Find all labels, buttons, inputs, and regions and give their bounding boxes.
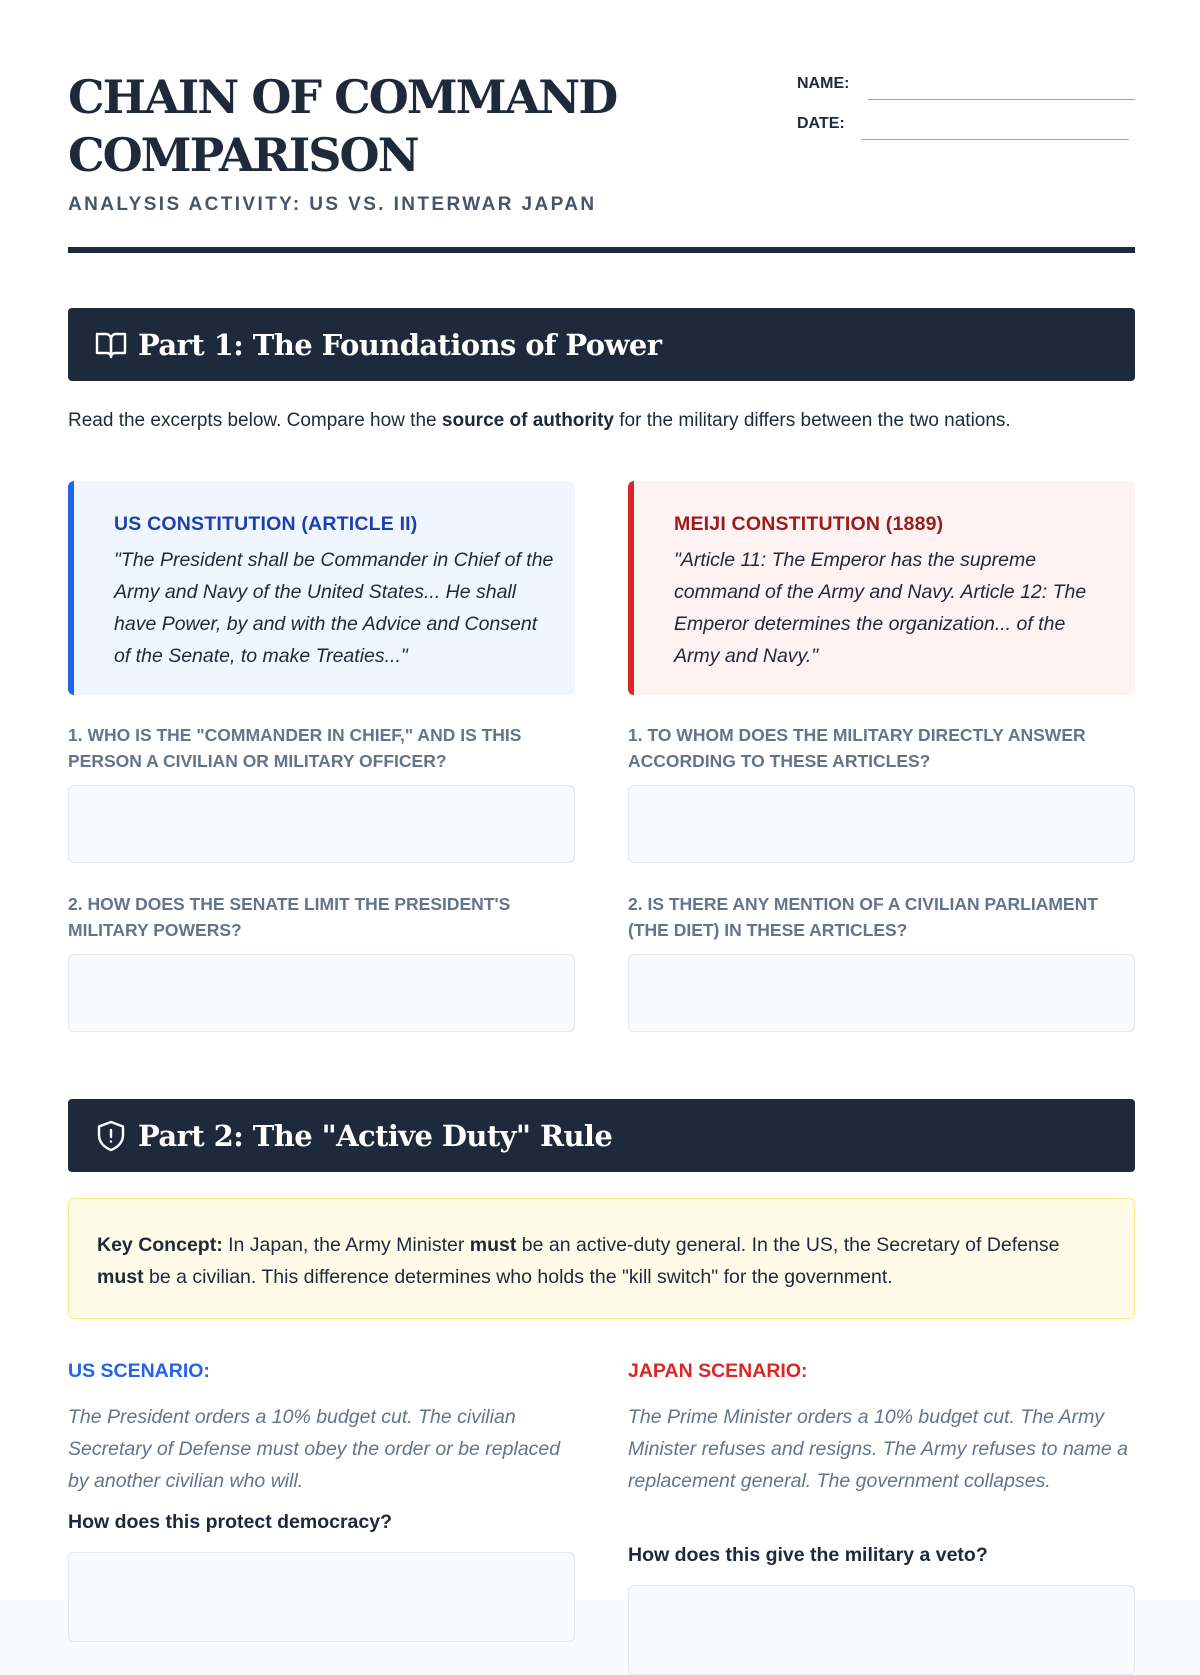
japan-scenario-title: JAPAN SCENARIO: xyxy=(628,1360,808,1382)
part1-header xyxy=(68,308,1135,381)
page-subtitle: ANALYSIS ACTIVITY: US VS. INTERWAR JAPAN xyxy=(68,194,597,215)
title-line-1: CHAIN OF COMMAND xyxy=(68,70,617,124)
key-concept-label: Key Concept: xyxy=(97,1234,223,1256)
us-card-quote: "The President shall be Commander in Chief of the Army and Navy of the United States... He shall have Power, by and with the Advice and Consent of the Senate, to make Treaties..." xyxy=(114,549,554,667)
intro-text-end: for the military differs between the two nations. xyxy=(613,410,1011,431)
us-scenario-answer[interactable] xyxy=(68,1552,575,1642)
meiji-constitution-card xyxy=(628,481,1135,695)
intro-emphasis: source of authority xyxy=(441,410,614,431)
date-field[interactable] xyxy=(862,139,1129,140)
concept-text-1: In Japan, the Army Minister xyxy=(222,1234,470,1256)
header-divider xyxy=(68,247,1135,253)
part2-heading: Part 2: The "Active Duty" Rule xyxy=(138,1118,613,1153)
japan-card-title: MEIJI CONSTITUTION (1889) xyxy=(674,513,944,535)
concept-text-3: be a civilian. This difference determines who holds the "kill switch" for the government. xyxy=(143,1266,893,1288)
name-label: NAME: xyxy=(797,75,850,92)
japan-question-1: 1. TO WHOM DOES THE MILITARY DIRECTLY ANSWER ACCORDING TO THESE ARTICLES? xyxy=(628,725,1086,771)
name-field[interactable] xyxy=(868,99,1135,100)
concept-text-2: be an active-duty general. In the US, the Secretary of Defense xyxy=(516,1234,1060,1256)
us-constitution-card xyxy=(68,481,575,695)
us-answer-2[interactable] xyxy=(68,954,575,1032)
us-scenario-text: The President orders a 10% budget cut. The civilian Secretary of Defense must obey the order or be replaced by another civilian who will. xyxy=(68,1406,561,1492)
key-concept-box xyxy=(68,1198,1135,1319)
concept-emphasis-1: must xyxy=(469,1234,517,1256)
us-scenario-title: US SCENARIO: xyxy=(68,1360,210,1382)
japan-question-2: 2. IS THERE ANY MENTION OF A CIVILIAN PARLIAMENT (THE DIET) IN THESE ARTICLES? xyxy=(628,894,1098,940)
part1-intro xyxy=(68,410,1148,432)
shield-alert-icon xyxy=(94,1119,128,1153)
concept-emphasis-2: must xyxy=(97,1266,144,1288)
japan-scenario-answer[interactable] xyxy=(628,1585,1135,1675)
part2-header xyxy=(68,1099,1135,1172)
us-question-1: 1. WHO IS THE "COMMANDER IN CHIEF," AND IS THIS PERSON A CIVILIAN OR MILITARY OFFICER? xyxy=(68,725,522,771)
us-answer-1[interactable] xyxy=(68,785,575,863)
japan-card-quote: "Article 11: The Emperor has the supreme command of the Army and Navy. Article 12: The Emperor determines the organization... of the Army and Navy." xyxy=(674,549,1087,667)
us-card-title: US CONSTITUTION (ARTICLE II) xyxy=(114,513,418,535)
japan-scenario-text: The Prime Minister orders a 10% budget cut. The Army Minister refuses and resigns. The Army refuses to name a replacement general. The government collapses. xyxy=(628,1406,1128,1492)
japan-scenario-question: How does this give the military a veto? xyxy=(628,1544,988,1566)
intro-text-start: Read the excerpts below. Compare how the xyxy=(68,410,442,431)
us-question-2: 2. HOW DOES THE SENATE LIMIT THE PRESIDENT'S MILITARY POWERS? xyxy=(68,894,511,940)
us-scenario-question: How does this protect democracy? xyxy=(68,1511,392,1533)
date-label: DATE: xyxy=(797,115,845,132)
japan-answer-1[interactable] xyxy=(628,785,1135,863)
book-open-icon xyxy=(94,328,128,362)
part1-heading: Part 1: The Foundations of Power xyxy=(138,327,662,362)
page-title xyxy=(68,68,728,184)
title-line-2: COMPARISON xyxy=(68,128,418,182)
japan-answer-2[interactable] xyxy=(628,954,1135,1032)
